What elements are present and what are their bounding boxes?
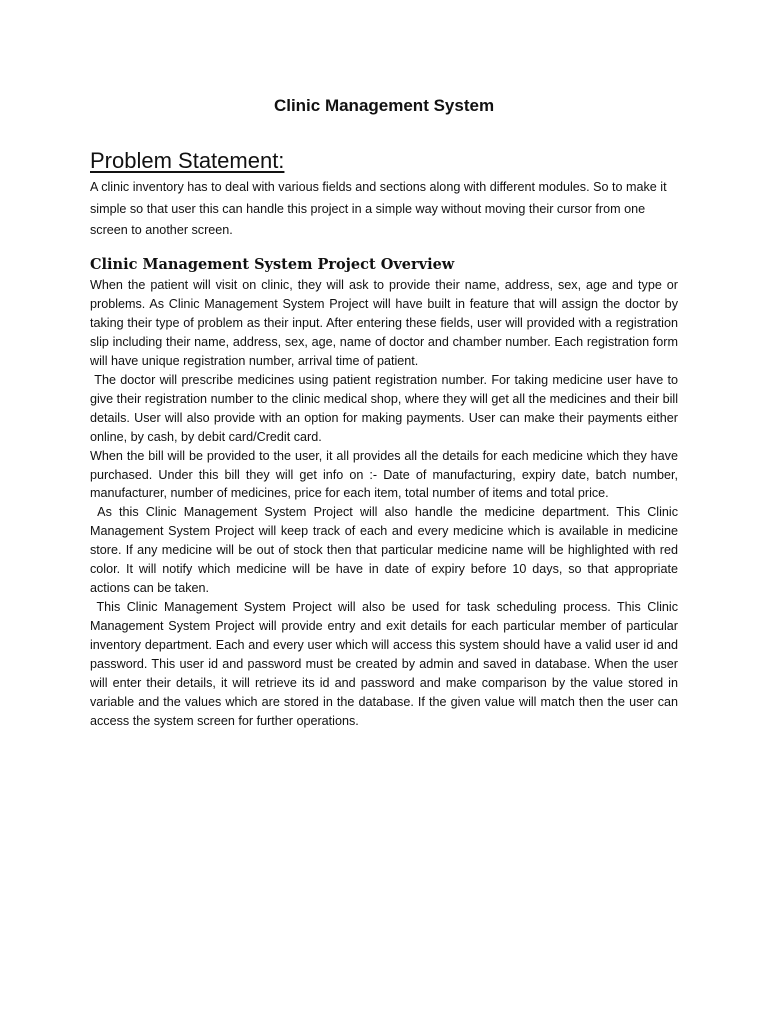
overview-paragraph: When the patient will visit on clinic, they will ask to provide their name, address, sex, age and type or problems. As Clinic Management System Project will have built in feature that will assign the doctor by taking their type of problem as their input. After entering these fields, user will provided with a registration slip including their name, address, sex, age, name of doctor and chamber number. Each registration form will have unique registration number, arrival time of patient. xyxy=(90,278,682,368)
problem-statement-heading: Problem Statement: xyxy=(90,148,285,173)
overview-paragraph: As this Clinic Management System Project will also handle the medicine department. This Clinic Management System Project will keep track of each and every medicine which is available in medicine store. If any medicine will be out of stock then that particular medicine name will be highlighted with red color. It will notify which medicine will be have in date of expiry before 10 days, so that appropriate actions can be taken. xyxy=(90,505,682,596)
overview-body xyxy=(90,276,682,731)
overview-paragraph: The doctor will prescribe medicines using patient registration number. For taking medicine user have to give their registration number to the clinic medical shop, where they will get all the medicines and their bill details. User will also provide with an option for making payments. User can make their payments either online, by cash, by debit card/Credit card. xyxy=(90,372,682,444)
problem-statement-text: A clinic inventory has to deal with various fields and sections along with different modules. So to make it simple so that user this can handle this project in a simple way without moving their cursor from one screen to another screen. xyxy=(90,180,667,237)
overview-heading: Clinic Management System Project Overview xyxy=(90,256,455,273)
overview-paragraph: When the bill will be provided to the user, it all provides all the details for each medicine which they have purchased. Under this bill they will get info on :- Date of manufacturing, expiry date, batch number, manufacturer, number of medicines, price for each item, total number of items and total price. xyxy=(90,448,682,501)
document-title: Clinic Management System xyxy=(273,96,495,115)
overview-paragraph: This Clinic Management System Project will also be used for task scheduling process. This Clinic Management System Project will provide entry and exit details for each particular member of particular inventory department. Each and every user which will access this system should have a valid user id and password. This user id and password must be created by admin and saved in database. When the user will enter their details, it will retrieve its id and password and make comparison by the value stored in variable and the values which are stored in the database. If the given value will match then the user can access the system screen for further operations. xyxy=(90,600,682,728)
